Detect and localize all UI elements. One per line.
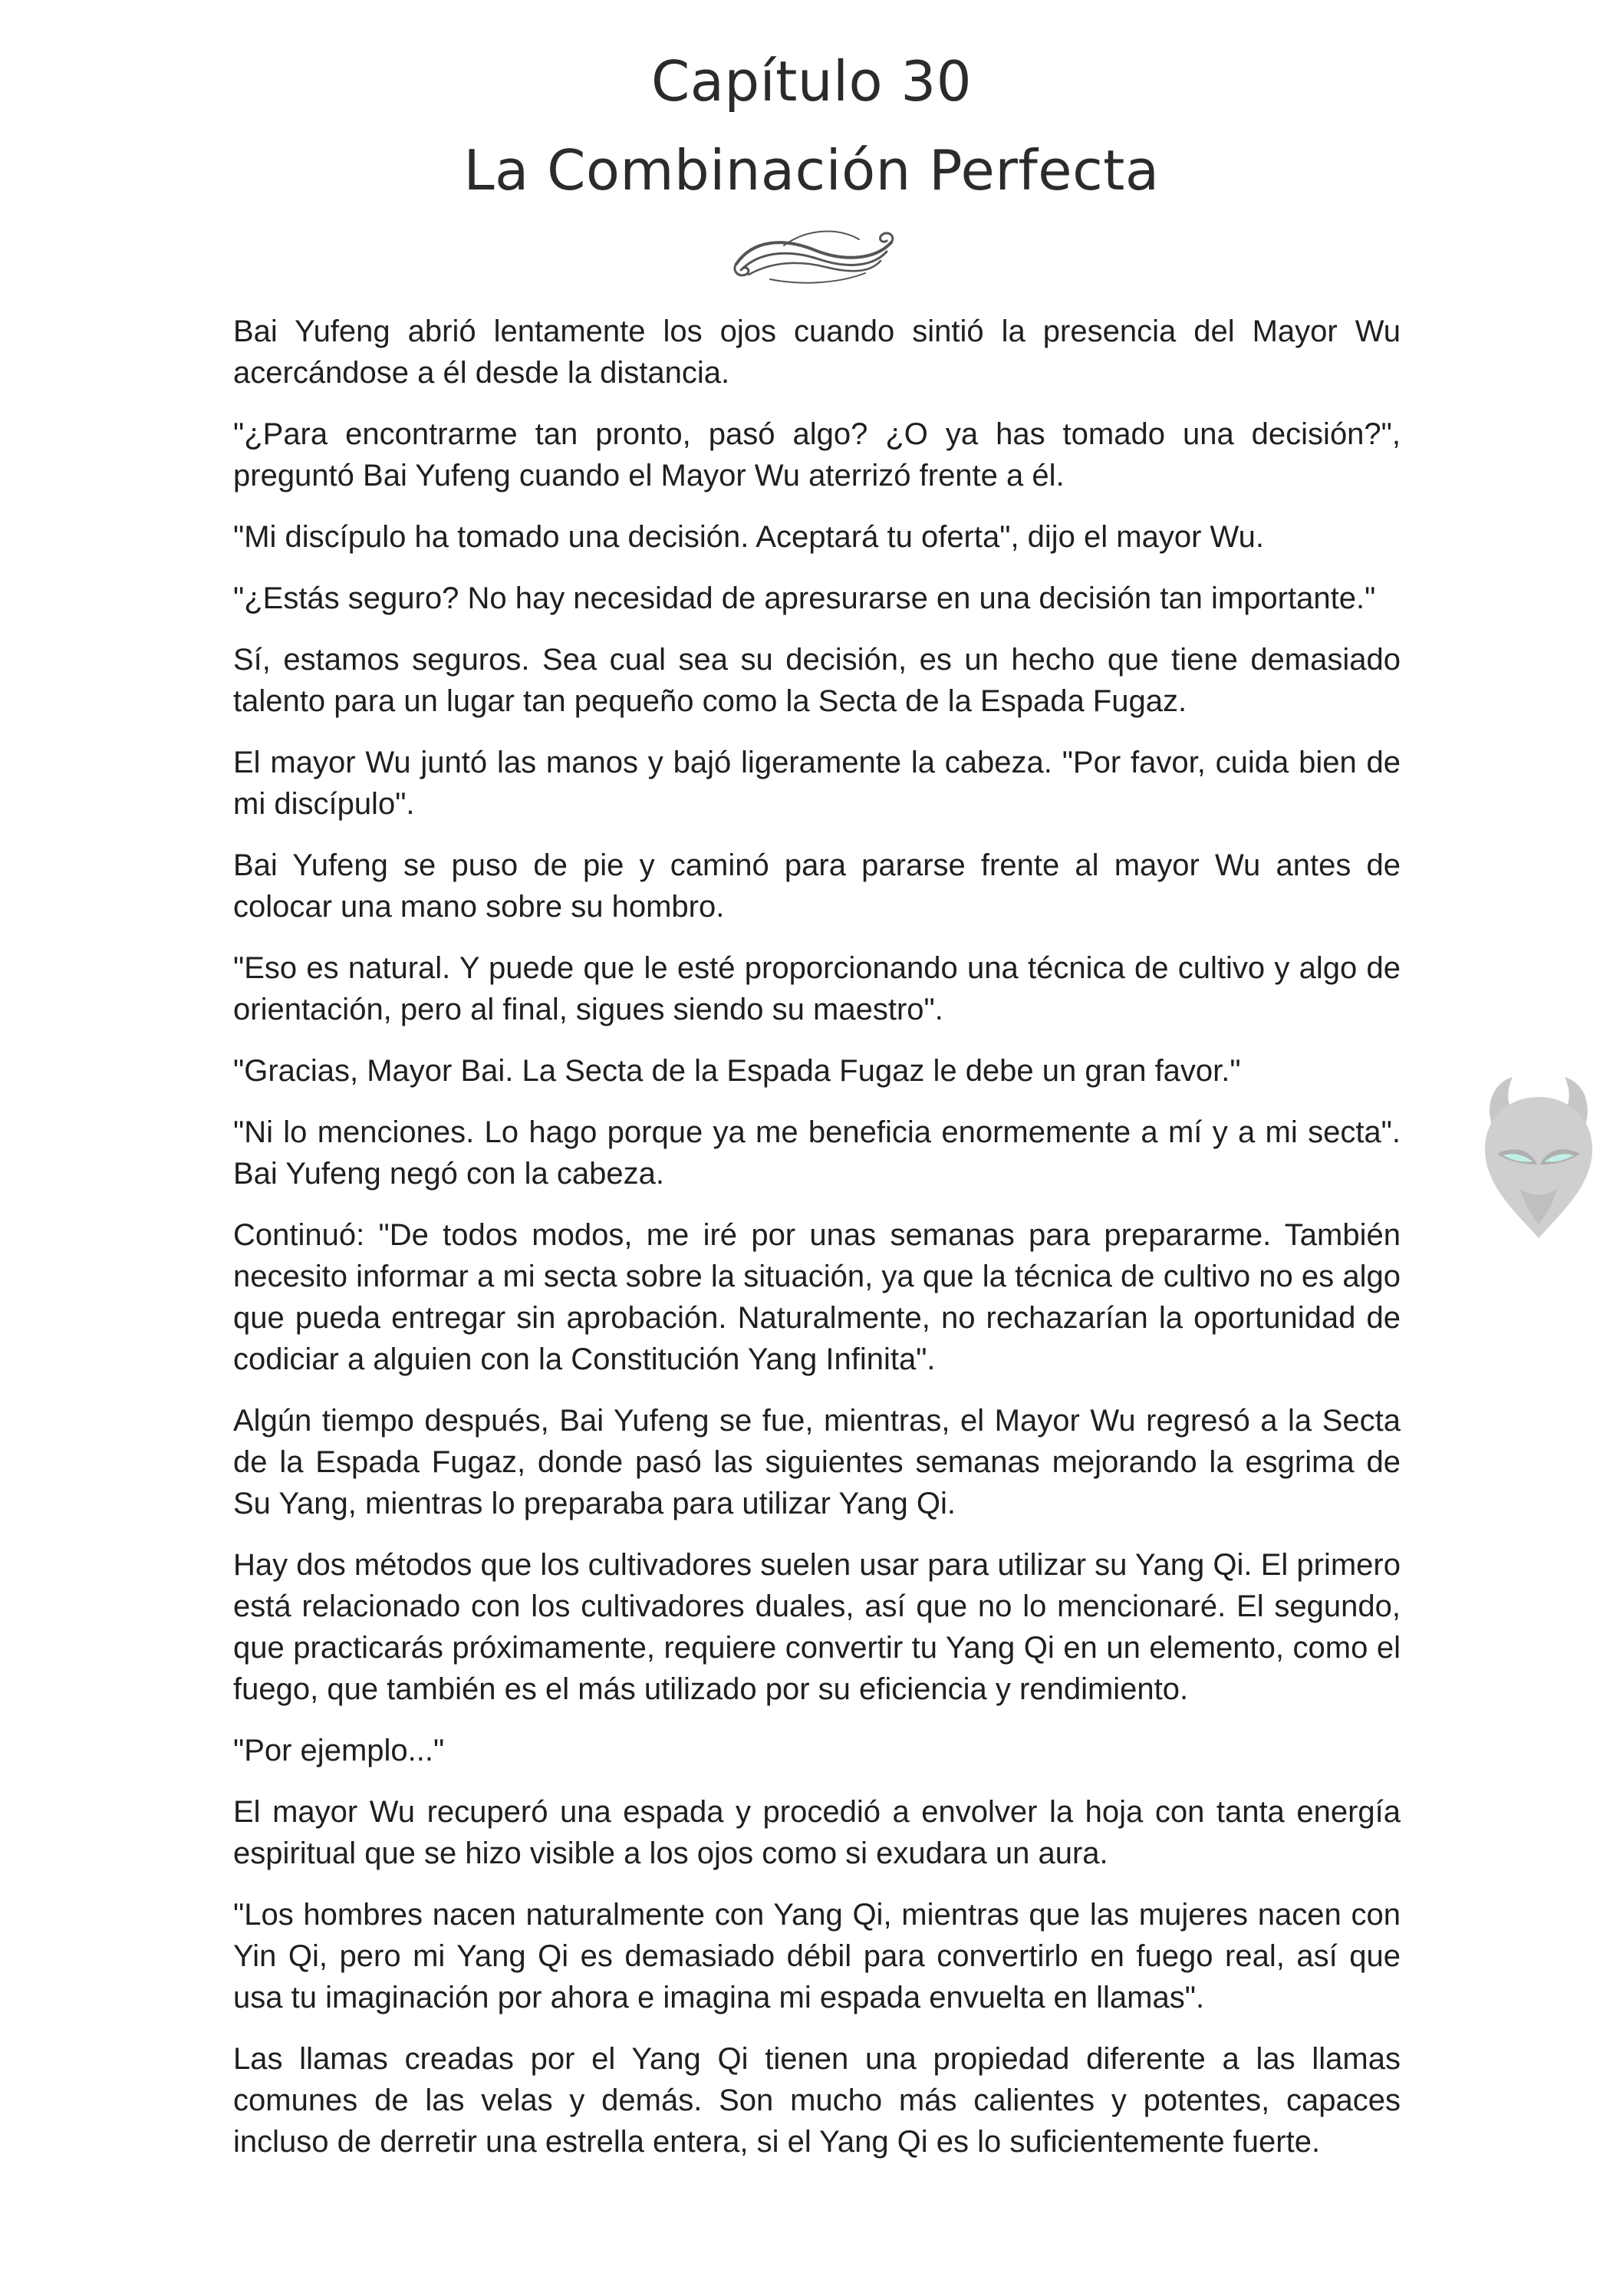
paragraph: "¿Para encontrarme tan pronto, pasó algo? ¿O ya has tomado una decisión?", preguntó Bai Yufeng cuando el Mayor Wu aterrizó frente a él.	[233, 417, 1401, 492]
chapter-title: La Combinación Perfecta	[463, 138, 1160, 203]
paragraph: El mayor Wu recuperó una espada y procedió a envolver la hoja con tanta energía espiritual que se hizo visible a los ojos como si exudara un aura.	[233, 1795, 1401, 1870]
paragraph: Hay dos métodos que los cultivadores suelen usar para utilizar su Yang Qi. El primero está relacionado con los cultivadores duales, así que no lo mencionaré. El segundo, que practicarás próximamente, requiere convertir tu Yang Qi en un elemento, como el fuego, que también es el más utilizado por su eficiencia y rendimiento.	[233, 1548, 1401, 1706]
paragraph: El mayor Wu juntó las manos y bajó ligeramente la cabeza. "Por favor, cuida bien de mi discípulo".	[233, 746, 1401, 821]
paragraph: Bai Yufeng se puso de pie y caminó para pararse frente al mayor Wu antes de colocar una mano sobre su hombro.	[233, 848, 1401, 924]
paragraph: "Mi discípulo ha tomado una decisión. Aceptará tu oferta", dijo el mayor Wu.	[233, 520, 1264, 554]
paragraph: Bai Yufeng abrió lentamente los ojos cuando sintió la presencia del Mayor Wu acercándose a él desde la distancia.	[233, 315, 1401, 390]
paragraph: "Por ejemplo..."	[233, 1734, 445, 1767]
paragraph: "¿Estás seguro? No hay necesidad de apresurarse en una decisión tan importante."	[233, 581, 1376, 615]
paragraph: "Ni lo menciones. Lo hago porque ya me beneficia enormemente a mí y a mi secta". Bai Yufeng negó con la cabeza.	[233, 1115, 1401, 1191]
demon-head-watermark-icon	[1470, 1074, 1608, 1243]
paragraph: "Gracias, Mayor Bai. La Secta de la Espada Fugaz le debe un gran favor."	[233, 1054, 1241, 1088]
paragraph: Algún tiempo después, Bai Yufeng se fue, mientras, el Mayor Wu regresó a la Secta de la Espada Fugaz, donde pasó las siguientes semanas mejorando la esgrima de Su Yang, mientras lo preparaba para utilizar Yang Qi.	[233, 1404, 1401, 1520]
paragraph: Las llamas creadas por el Yang Qi tienen una propiedad diferente a las llamas comunes de las velas y demás. Son mucho más calientes y potentes, capaces incluso de derretir una estrella entera, si el Yang Qi es lo suficientemente fuerte.	[233, 2042, 1401, 2159]
flourish-divider-icon	[730, 224, 899, 287]
paragraph: Continuó: "De todos modos, me iré por unas semanas para prepararme. También necesito informar a mi secta sobre la situación, ya que la técnica de cultivo no es algo que pueda entregar sin aprobación. Naturalmente, no rechazarían la oportunidad de codiciar a alguien con la Constitución Yang Infinita".	[233, 1218, 1401, 1376]
paragraph: "Eso es natural. Y puede que le esté proporcionando una técnica de cultivo y algo de orientación, pero al final, sigues siendo su maestro".	[233, 951, 1401, 1026]
paragraph: Sí, estamos seguros. Sea cual sea su decisión, es un hecho que tiene demasiado talento para un lugar tan pequeño como la Secta de la Espada Fugaz.	[233, 643, 1401, 718]
chapter-body	[233, 311, 1401, 2182]
paragraph: "Los hombres nacen naturalmente con Yang Qi, mientras que las mujeres nacen con Yin Qi, pero mi Yang Qi es demasiado débil para convertirlo en fuego real, así que usa tu imaginación por ahora e imagina mi espada envuelta en llamas".	[233, 1898, 1401, 2014]
chapter-header	[0, 37, 1623, 215]
chapter-number: Capítulo 30	[650, 49, 973, 114]
